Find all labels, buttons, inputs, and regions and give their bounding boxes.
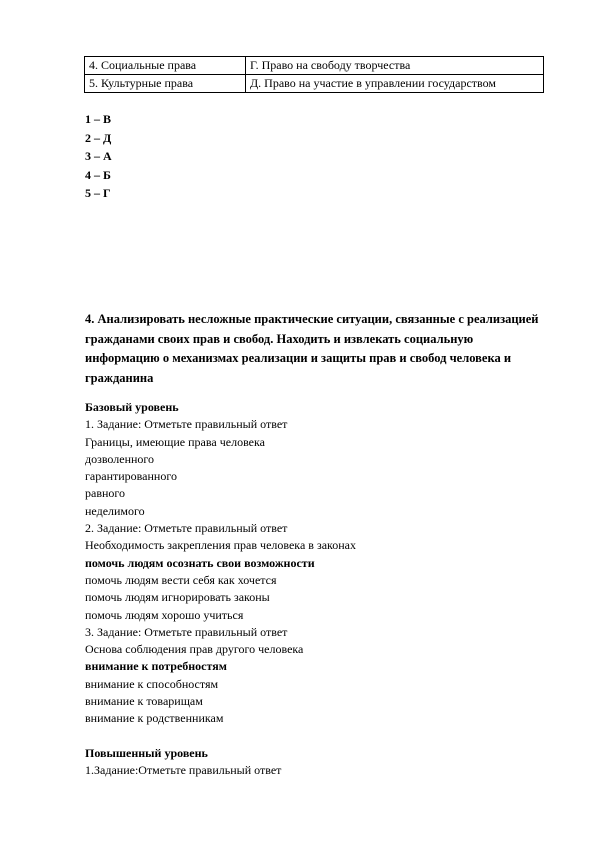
task-option: помочь людям хорошо учиться — [85, 607, 244, 622]
task-option: внимание к товарищам — [85, 694, 203, 709]
table-row — [85, 75, 544, 93]
answer-line: 5 – Г — [85, 186, 111, 200]
task-prompt: 1. Задание: Отметьте правильный ответ — [85, 417, 288, 432]
tasks-body — [85, 399, 545, 780]
task-question: Основа соблюдения прав другого человека — [85, 642, 304, 657]
task-option: внимание к потребностям — [85, 659, 227, 674]
task-option: дозволенного — [85, 451, 155, 466]
task-option: внимание к способностям — [85, 676, 219, 691]
task-option: помочь людям осознать свои возможности — [85, 555, 315, 570]
spacer — [85, 728, 545, 745]
task-option: помочь людям вести себя как хочется — [85, 572, 277, 587]
table-cell-left: Д. Право на участие в управлении государством — [246, 75, 544, 93]
task-question: Необходимость закрепления прав человека в законах — [85, 538, 356, 553]
task-option: равного — [85, 486, 126, 501]
task-option: внимание к родственникам — [85, 711, 224, 726]
answer-line: 1 – В — [85, 112, 112, 126]
table-cell-right: 5. Культурные права — [85, 75, 246, 93]
task-question: Границы, имеющие права человека — [85, 434, 265, 449]
section-heading: 4. Анализировать несложные практические ситуации, связанные с реализацией гражданами своих прав и свобод. Находить и извлекать социальную информацию о механизмах реализации и защиты прав и свобод человека и гражданина — [85, 312, 539, 385]
table-cell-left: Г. Право на свободу творчества — [246, 57, 544, 75]
answer-line: 2 – Д — [85, 130, 112, 145]
matching-table — [84, 56, 544, 93]
task-option: неделимого — [85, 503, 145, 518]
table-row — [85, 57, 544, 75]
table-cell-right: 4. Социальные права — [85, 57, 246, 75]
answer-line: 4 – Б — [85, 167, 111, 182]
task-prompt: 2. Задание: Отметьте правильный ответ — [85, 521, 288, 536]
answer-line: 3 – А — [85, 149, 112, 163]
task-option: помочь людям игнорировать законы — [85, 590, 270, 605]
task-prompt: 1.Задание:Отметьте правильный ответ — [85, 763, 282, 778]
task-prompt: 3. Задание: Отметьте правильный ответ — [85, 624, 288, 639]
answer-key — [85, 110, 112, 203]
advanced-level-title: Повышенный уровень — [85, 745, 208, 760]
basic-level-title: Базовый уровень — [85, 400, 179, 414]
task-option: гарантированного — [85, 469, 177, 484]
